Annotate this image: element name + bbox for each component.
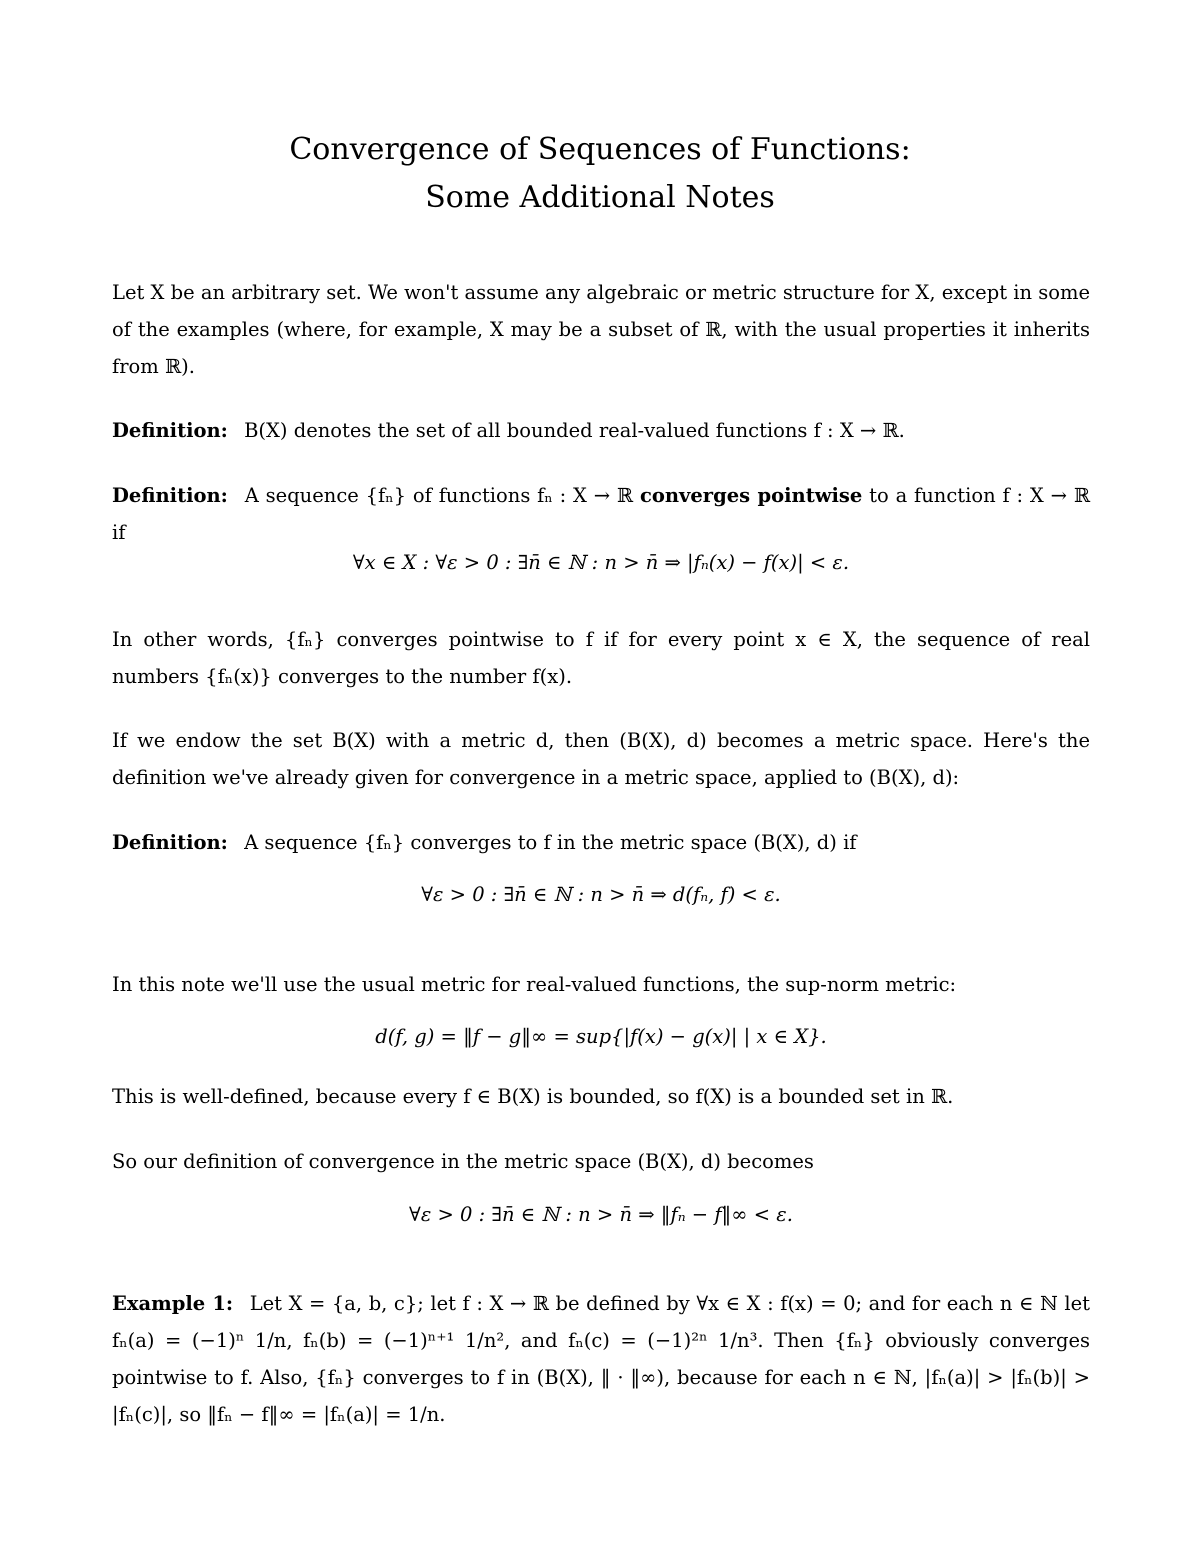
so-definition-paragraph: So our definition of convergence in the metric space (B(X), d) becomes <box>112 1150 814 1173</box>
metric-convergence-formula: ∀ε > 0 : ∃n̄ ∈ ℕ : n > n̄ ⇒ d(fₙ, f) < ε. <box>421 883 781 906</box>
definition-bounded-functions <box>112 412 1090 449</box>
document-title <box>0 126 1200 222</box>
definition-label: Definition: <box>112 831 228 854</box>
definition-text-before: A sequence {fₙ} of functions fₙ : X → ℝ <box>244 484 634 507</box>
definition-term: converges pointwise <box>640 484 863 507</box>
pointwise-explanation: In other words, {fₙ} converges pointwise to f if for every point x ∈ X, the sequence of real numbers {fₙ(x)} converges to the number f(x). <box>112 628 1090 688</box>
definition-metric-convergence <box>112 824 1090 861</box>
definition-text: A sequence {fₙ} converges to f in the metric space (B(X), d) if <box>244 831 857 854</box>
definition-pointwise <box>112 477 1090 551</box>
supnorm-formula: d(f, g) = ‖f − g‖∞ = sup{|f(x) − g(x)| | x ∈ X}. <box>375 1025 827 1048</box>
example-text: Let X = {a, b, c}; let f : X → ℝ be defined by ∀x ∈ X : f(x) = 0; and for each n ∈ ℕ let fₙ(a) = (−1)ⁿ 1/n, fₙ(b) = (−1)ⁿ⁺¹ 1/n², and fₙ(c) = (−1)²ⁿ 1/n³. Then {fₙ} obviously converges pointwise to f. Also, {fₙ} converges to f in (B(X), ‖ · ‖∞), because for each n ∈ ℕ, |fₙ(a)| > |fₙ(b)| > |fₙ(c)|, so ‖fₙ − f‖∞ = |fₙ(a)| = 1/n. <box>112 1292 1090 1426</box>
definition-label: Definition: <box>112 484 228 507</box>
definition-text-after: to a function f : X → ℝ if <box>112 484 1091 544</box>
metric-intro-paragraph: If we endow the set B(X) with a metric d, then (B(X), d) becomes a metric space. Here's the definition we've already given for convergence in a metric space, applied to (B(X), d): <box>112 729 1090 789</box>
title-line-1: Convergence of Sequences of Functions: <box>289 132 911 167</box>
supnorm-intro: In this note we'll use the usual metric for real-valued functions, the sup-norm metric: <box>112 973 957 996</box>
title-line-2: Some Additional Notes <box>425 180 775 215</box>
supnorm-convergence-formula: ∀ε > 0 : ∃n̄ ∈ ℕ : n > n̄ ⇒ ‖fₙ − f‖∞ < ε. <box>409 1203 793 1226</box>
example-label: Example 1: <box>112 1292 234 1315</box>
definition-text: B(X) denotes the set of all bounded real-valued functions f : X → ℝ. <box>244 419 905 442</box>
intro-paragraph: Let X be an arbitrary set. We won't assume any algebraic or metric structure for X, except in some of the examples (where, for example, X may be a subset of ℝ, with the usual properties it inherits from ℝ). <box>112 281 1090 378</box>
example-1 <box>112 1285 1090 1433</box>
pointwise-formula: ∀x ∈ X : ∀ε > 0 : ∃n̄ ∈ ℕ : n > n̄ ⇒ |fₙ(x) − f(x)| < ε. <box>352 551 850 574</box>
definition-label: Definition: <box>112 419 228 442</box>
well-defined-paragraph: This is well-defined, because every f ∈ B(X) is bounded, so f(X) is a bounded set in ℝ. <box>112 1085 954 1108</box>
